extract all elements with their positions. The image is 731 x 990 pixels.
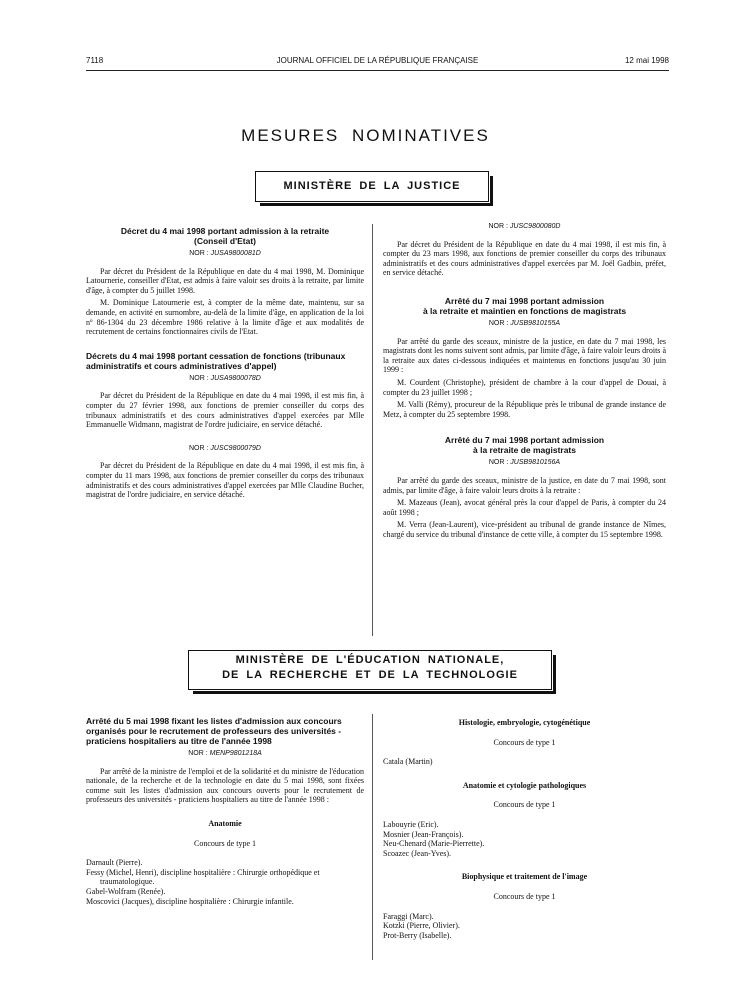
nor-label: NOR : [488,459,509,467]
nor-reference [86,444,364,454]
article-title-line: à la retraite et maintien en fonctions de magistrats [422,305,627,316]
concours-label: Concours de type 1 [194,838,256,848]
paragraph: Par décret du Président de la République en date du 4 mai 1998, il est mis fin, à compter du 23 mars 1998, aux fonctions de premier conseiller du corps des tribunaux administratifs et des cours administratives d'appel exercées par M. Joël Gadbin, préfet, en service détaché. [383,239,666,278]
section-heading: Biophysique et traitement de l'image [461,872,588,882]
section-heading: Anatomie et cytologie pathologiques [462,780,587,790]
paragraph: M. Courdent (Christophe), président de chambre à la cour d'appel de Douai, à compter du 23 juillet 1998 ; [383,377,666,397]
publication-date: 12 mai 1998 [624,56,669,65]
nor-label: NOR : [189,444,209,452]
article-title-line: Arrêté du 7 mai 1998 portant admission [444,295,605,306]
article-title [86,226,364,246]
nor-reference [383,222,666,232]
journal-title: JOURNAL OFFICIEL DE LA RÉPUBLIQUE FRANÇAISE [276,56,479,65]
paragraph: Par décret du Président de la République en date du 4 mai 1998, il est mis fin, à compter du 11 mars 1998, aux fonctions de premier conseiller du corps des tribunaux administratifs et des cours administratives d'appel exercées par Mlle Claudine Bucher, magistrat de l'ordre judiciaire, en service détaché. [86,461,364,500]
admitted-name: Darnault (Pierre). [86,858,143,868]
paragraph: Par arrêté de la ministre de l'emploi et de la solidarité et du ministre de l'éducation nationale, de la recherche et de la technologie en date du 5 mai 1998, sont fixées comme suit les listes d'admission aux concours ouverts pour le recrutement de professeurs des universités - praticiens hospitaliers au titre de l'année 1998 : [86,766,364,805]
nor-label: NOR : [189,374,209,382]
nor-code: JUSB9810156A [510,459,561,467]
nor-label: NOR : [488,223,508,230]
nor-code: JUSB9810155A [510,319,561,327]
nor-code: MENP9801218A [209,750,262,757]
nor-code: JUSA9800081D [210,250,261,257]
paragraph: M. Mazeaus (Jean), avocat général près la cour d'appel de Paris, à compter du 24 août 1998 ; [383,498,666,517]
concours-label: Concours de type 1 [493,891,556,901]
admitted-name: Gabel-Wolfram (Renée). [86,886,166,896]
nor-code: JUSC9800079D [210,444,261,452]
nor-code: JUSA9800078D [210,374,261,382]
section-heading: Anatomie [208,818,242,828]
nor-label: NOR : [189,250,209,257]
admitted-name: Neu-Chenard (Marie-Pierrette). [383,839,485,849]
ministry-justice-title: MINISTÈRE DE LA JUSTICE [283,180,461,192]
ministry-justice-box [255,171,489,202]
admitted-name: Moscovici (Jacques), discipline hospitalière : Chirurgie infantile. [86,896,294,906]
main-title: MESURES NOMINATIVES [241,126,490,145]
paragraph: M. Valli (Rémy), procureur de la République près le tribunal de grande instance de Metz, à compter du 25 septembre 1998. [383,400,666,419]
ministry-education-title-line: MINISTÈRE DE L'ÉDUCATION NATIONALE, [235,654,505,666]
article-title [383,435,666,455]
concours-label: Concours de type 1 [493,737,556,747]
paragraph: M. Dominique Latournerie est, à compter de la même date, maintenu, sur sa demande, en activité en surnombre, au-delà de la limite d'âge, en application de la loi nº 86-1304 du 23 décembre 1986 relative à la limite d'âge et aux modalités de recrutement de certains fonctionnaires civils de l'Etat. [86,298,364,337]
ministry-education-title-line: DE LA RECHERCHE ET DE LA TECHNOLOGIE [222,669,518,681]
nor-label: NOR : [488,319,509,327]
ministry-education-box [188,650,552,690]
paragraph: Par arrêté du garde des sceaux, ministre de la justice, en date du 7 mai 1998, les magistrats dont les noms suivent sont admis, par limite d'âge, à faire valoir leurs droits à la retraite aux dates ci-dessous indiquées et maintenus en fonctions jusqu'au 30 juin 1999 : [383,336,666,375]
education-left-column [86,716,364,906]
article-title-line: Arrêté du 7 mai 1998 portant admission [444,435,605,446]
article-title: Décrets du 4 mai 1998 portant cessation de fonctions (tribunaux administratifs et cours administratives d'appel) [86,350,346,371]
concours-label: Concours de type 1 [493,800,556,810]
justice-right-column [383,222,666,542]
admitted-name: Prot-Berry (Isabelle). [383,930,452,940]
nor-reference [86,749,364,759]
article-title-line: Décret du 4 mai 1998 portant admission à la retraite [120,226,330,236]
nor-reference [383,458,666,468]
admitted-name: Catala (Martin) [383,757,433,767]
nor-reference [86,249,364,259]
article-title [383,296,666,316]
admitted-name: Scoazec (Jean-Yves). [383,848,452,858]
nor-code: JUSC9800080D [509,223,561,230]
admitted-name: Labouyrie (Eric). [383,819,439,829]
paragraph: Par décret du Président de la République en date du 4 mai 1998, M. Dominique Latournerie, conseiller d'Etat, est admis à faire valoir ses droits à la retraite, par limite d'âge, à compter du 5 juillet 1998. [86,266,364,295]
page-number: 7118 [86,56,104,65]
article-title-line: (Conseil d'Etat) [194,236,256,246]
column-divider [372,224,373,636]
admitted-name: Kotzki (Pierre, Olivier). [383,921,460,931]
nor-label: NOR : [188,750,208,757]
section-heading: Histologie, embryologie, cytogénétique [458,718,591,727]
paragraph: Par décret du Président de la République en date du 4 mai 1998, il est mis fin, à compter du 27 février 1998, aux fonctions de premier conseiller du corps des tribunaux administratifs et des cours administratives d'appel exercées par Mlle Emmanuelle Widmann, magistrat de l'ordre judiciaire, en service détaché. [86,391,364,430]
education-right-column [383,718,666,940]
nor-reference [86,374,364,384]
article-title-line: à la retraite de magistrats [473,445,576,456]
admitted-name: Fessy (Michel, Henri), discipline hospitalière : Chirurgie orthopédique et traumatologique. [86,867,320,887]
article-title: Arrêté du 5 mai 1998 fixant les listes d'admission aux concours organisés pour le recrutement de professeurs des universités - praticiens hospitaliers au titre de l'année 1998 [86,716,342,746]
justice-left-column [86,226,364,503]
nor-reference [383,319,666,329]
paragraph: Par arrêté du garde des sceaux, ministre de la justice, en date du 7 mai 1998, sont admis, par limite d'âge, à faire valoir leurs droits à la retraite : [383,475,666,495]
page-header [86,56,669,71]
paragraph: M. Verra (Jean-Laurent), vice-président au tribunal de grande instance de Nîmes, chargé du service du tribunal d'instance de cette ville, à compter du 15 septembre 1998. [383,520,666,539]
admitted-name: Faraggi (Marc). [383,911,434,921]
admitted-name: Mosnier (Jean-François). [383,829,464,839]
column-divider [372,714,373,960]
